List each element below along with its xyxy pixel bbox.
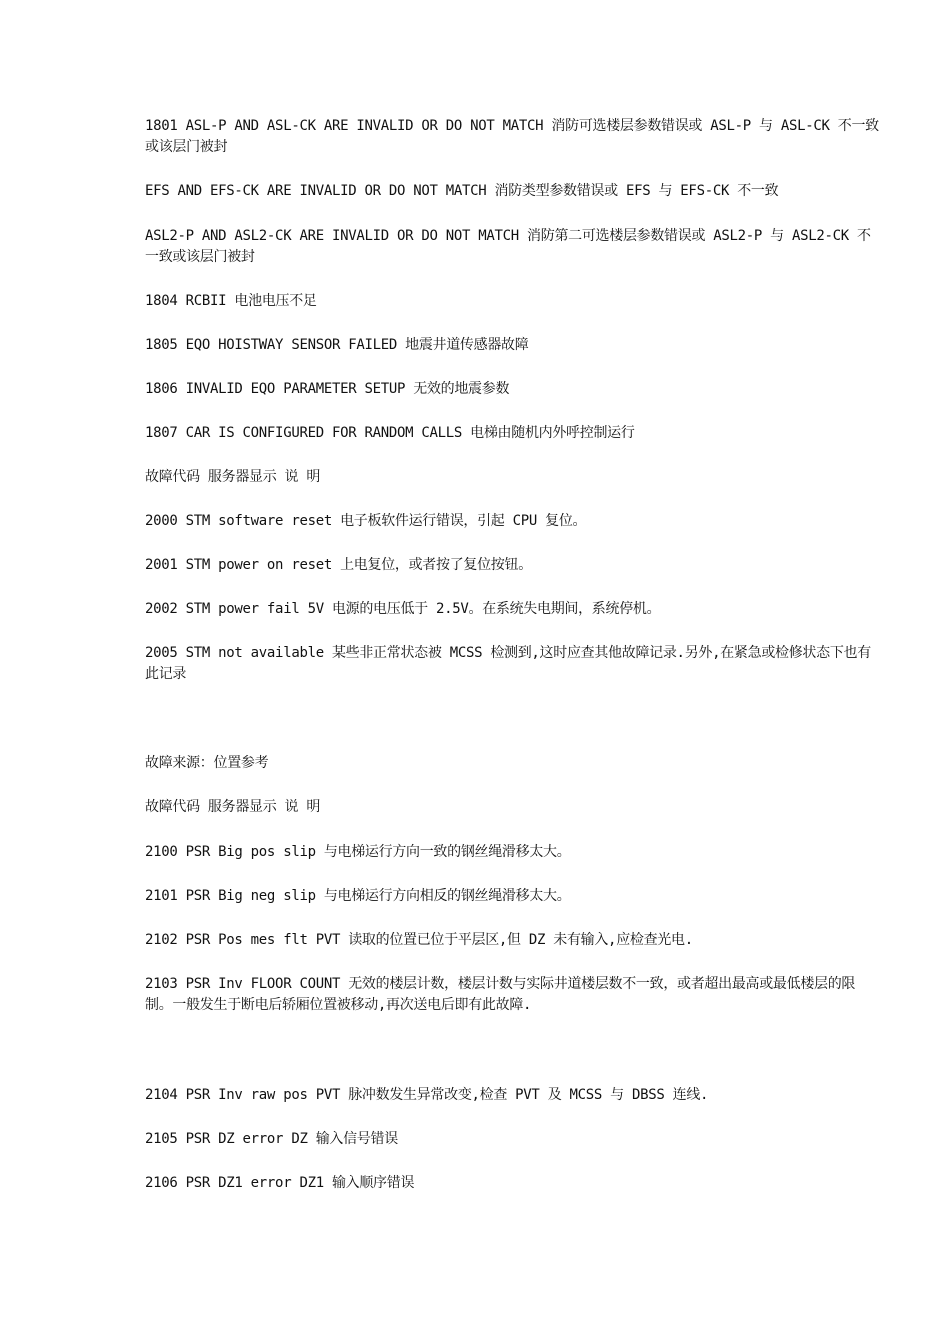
fault-line-2105: 2105 PSR DZ error DZ 输入信号错误 bbox=[145, 1131, 398, 1147]
fault-line-2001: 2001 STM power on reset 上电复位，或者按了复位按钮。 bbox=[145, 557, 532, 573]
fault-line-2101: 2101 PSR Big neg slip 与电梯运行方向相反的钢丝绳滑移太大。 bbox=[145, 888, 571, 904]
fault-line-2103: 2103 PSR Inv FLOOR COUNT 无效的楼层计数，楼层计数与实际井道楼层数不一致，或者超出最高或最低楼层的限制。一般发生于断电后轿厢位置被移动,再次送电后即有此故障. bbox=[145, 976, 856, 1013]
table-header-line-2: 故障代码 服务器显示 说 明 bbox=[145, 799, 321, 815]
fault-line-2106: 2106 PSR DZ1 error DZ1 输入顺序错误 bbox=[145, 1175, 415, 1191]
section-heading: 故障来源：位置参考 bbox=[145, 755, 269, 771]
fault-line-1805: 1805 EQO HOISTWAY SENSOR FAILED 地震井道传感器故障 bbox=[145, 337, 529, 353]
fault-line-asl2: ASL2-P AND ASL2-CK ARE INVALID OR DO NOT MATCH 消防第二可选楼层参数错误或 ASL2-P 与 ASL2-CK 不一致或该层门被封 bbox=[145, 228, 871, 265]
fault-line-2005: 2005 STM not available 某些非正常状态被 MCSS 检测到,这时应查其他故障记录.另外,在紧急或检修状态下也有此记录 bbox=[145, 645, 871, 682]
fault-line-2104: 2104 PSR Inv raw pos PVT 脉冲数发生异常改变,检查 PVT 及 MCSS 与 DBSS 连线. bbox=[145, 1087, 709, 1103]
fault-line-1804: 1804 RCBII 电池电压不足 bbox=[145, 293, 317, 309]
fault-line-1807: 1807 CAR IS CONFIGURED FOR RANDOM CALLS 电梯由随机内外呼控制运行 bbox=[145, 425, 635, 441]
table-header-line: 故障代码 服务器显示 说 明 bbox=[145, 469, 321, 485]
fault-line-2000: 2000 STM software reset 电子板软件运行错误，引起 CPU 复位。 bbox=[145, 513, 587, 529]
fault-line-2102: 2102 PSR Pos mes flt PVT 读取的位置已位于平层区,但 DZ 未有输入,应检查光电. bbox=[145, 932, 693, 948]
fault-line-efs: EFS AND EFS-CK ARE INVALID OR DO NOT MATCH 消防类型参数错误或 EFS 与 EFS-CK 不一致 bbox=[145, 183, 779, 199]
fault-line-2002: 2002 STM power fail 5V 电源的电压低于 2.5V。在系统失电期间，系统停机。 bbox=[145, 601, 661, 617]
fault-line-1801: 1801 ASL-P AND ASL-CK ARE INVALID OR DO NOT MATCH 消防可选楼层参数错误或 ASL-P 与 ASL-CK 不一致或该层门被封 bbox=[145, 118, 879, 155]
fault-line-1806: 1806 INVALID EQO PARAMETER SETUP 无效的地震参数 bbox=[145, 381, 510, 397]
fault-line-2100: 2100 PSR Big pos slip 与电梯运行方向一致的钢丝绳滑移太大。 bbox=[145, 844, 571, 860]
